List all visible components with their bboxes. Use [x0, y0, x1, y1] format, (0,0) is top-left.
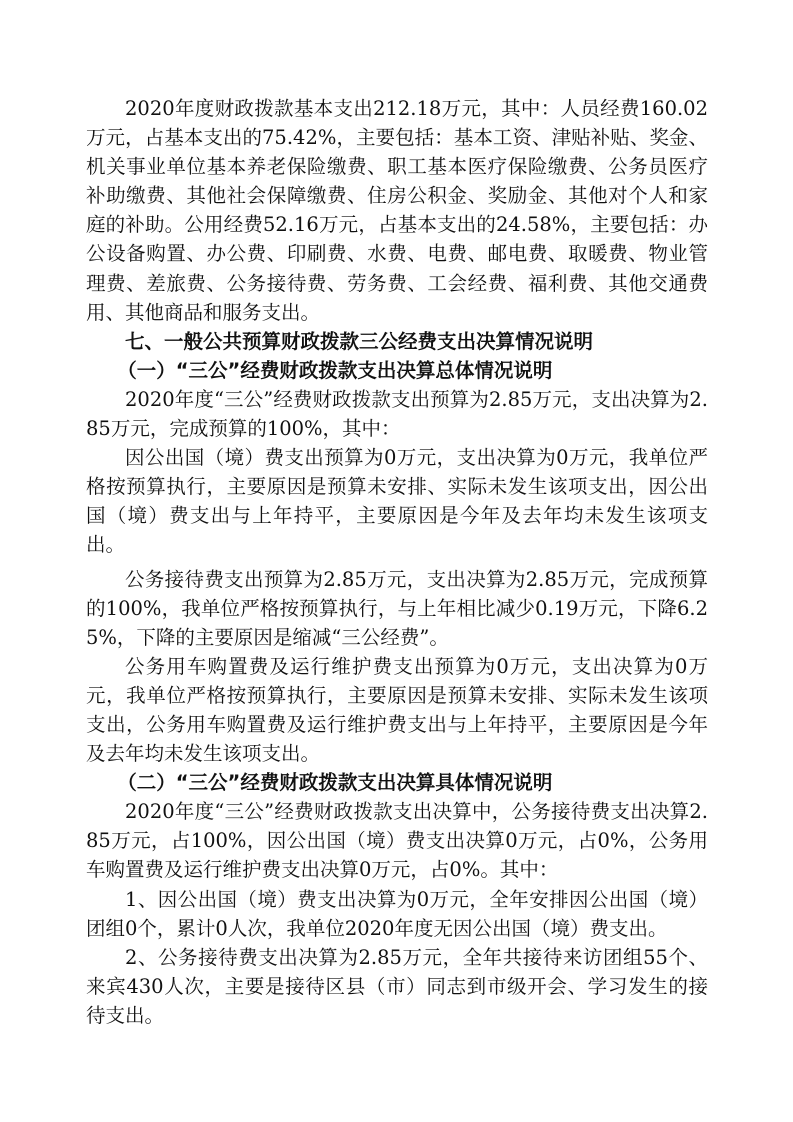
subsection-1-paragraph-1: 2020年度“三公”经费财政拨款支出预算为2.85万元，支出决算为2.85万元，完成预算的100%，其中： — [86, 387, 708, 441]
subsection-2-paragraph-2: 1、因公出国（境）费支出决算为0万元，全年安排因公出国（境）团组0个，累计0人次，我单位2020年度无因公出国（境）费支出。 — [86, 887, 708, 940]
subsection-1-paragraph-4: 公务用车购置费及运行维护费支出预算为0万元，支出决算为0万元，我单位严格按预算执行，主要原因是预算未安排、实际未发生该项支出，公务用车购置费及运行维护费支出与上年持平，主要原因是今年及去年均未发生该项支出。 — [86, 654, 708, 766]
subsection-2-heading: （二）“三公”经费财政拨款支出决算具体情况说明 — [117, 771, 553, 795]
subsection-1-heading: （一）“三公”经费财政拨款支出决算总体情况说明 — [117, 358, 553, 382]
document-body — [86, 94, 708, 1030]
subsection-2-paragraph-3: 2、公务接待费支出决算为2.85万元，全年共接待来访团组55个、来宾430人次，主要是接待区县（市）同志到市级开会、学习发生的接待支出。 — [86, 945, 708, 1027]
subsection-2-paragraph-1: 2020年度“三公”经费财政拨款支出决算中，公务接待费支出决算2.85万元，占100%，因公出国（境）费支出决算0万元，占0%，公务用车购置费及运行维护费支出决算0万元，占0%。其中： — [86, 800, 708, 882]
subsection-1-paragraph-2: 因公出国（境）费支出预算为0万元，支出决算为0万元，我单位严格按预算执行，主要原因是预算未安排、实际未发生该项支出，因公出国（境）费支出与上年持平，主要原因是今年及去年均未发生该项支出。 — [86, 446, 708, 557]
subsection-1-paragraph-3: 公务接待费支出预算为2.85万元，支出决算为2.85万元，完成预算的100%，我单位严格按预算执行，与上年相比减少0.19万元，下降6.25%，下降的主要原因是缩减“三公经费”。 — [86, 567, 708, 649]
intro-paragraph: 2020年度财政拨款基本支出212.18万元，其中：人员经费160.02万元，占基本支出的75.42%，主要包括：基本工资、津贴补贴、奖金、机关事业单位基本养老保险缴费、职工基本医疗保险缴费、公务员医疗补助缴费、其他社会保障缴费、住房公积金、奖励金、其他对个人和家庭的补助。公用经费52.16万元，占基本支出的24.58%，主要包括：办公设备购置、办公费、印刷费、水费、电费、邮电费、取暖费、物业管理费、差旅费、公务接待费、劳务费、工会经费、福利费、其他交通费用、其他商品和服务支出。 — [86, 97, 708, 324]
section-7-heading: 七、一般公共预算财政拨款三公经费支出决算情况说明 — [125, 329, 594, 353]
